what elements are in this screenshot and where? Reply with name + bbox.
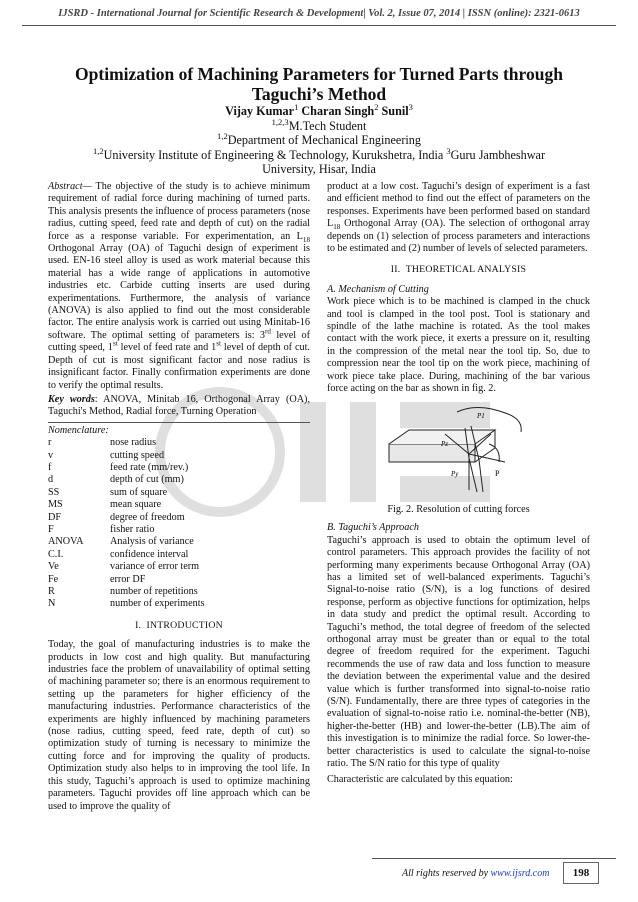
right-column	[327, 181, 590, 787]
intro-cont-text-2: Orthogonal Array (OA). The selection of orthogonal array depends on (1) selection of process parameters and interactions to be estimated and (2) number of levels of selected parameters.	[327, 218, 590, 255]
affil-3b-sup: 3	[446, 145, 451, 156]
nomenclature-row	[48, 549, 310, 561]
fig-label-p1: P1	[477, 411, 485, 420]
nomenclature-row	[48, 574, 310, 586]
abstract	[48, 181, 310, 392]
nomenclature-symbol: F	[48, 523, 54, 535]
nomenclature-definition: mean square	[110, 499, 162, 511]
nomenclature-symbol: Ve	[48, 561, 59, 573]
nomenclature-row	[48, 474, 310, 486]
intro-cont-sub: 18	[333, 223, 341, 232]
nomenclature-row	[48, 598, 310, 610]
nomenclature-row	[48, 462, 310, 474]
nomenclature-definition: number of experiments	[110, 598, 205, 610]
nomenclature-symbol: R	[48, 586, 55, 597]
keywords	[48, 394, 310, 419]
affil-2-text: Department of Mechanical Engineering	[227, 133, 421, 147]
fig-label-py: Py	[451, 469, 459, 478]
author-2-sup: 2	[374, 101, 379, 112]
page-number: 198	[563, 862, 599, 884]
nomenclature-definition: sum of square	[110, 486, 168, 498]
abstract-sup-2: st	[112, 339, 118, 348]
intro-cont-text-1: product at a low cost. Taguchi’s design of experiment is a fast and efficient method to find out the effect of parameters on the responses. Experiments have been performed based on standard L	[327, 181, 590, 230]
nomenclature-symbol: Fe	[48, 573, 59, 585]
abstract-sup-3: st	[216, 339, 221, 348]
abstract-text-3: level of cutting speed, 1	[48, 329, 310, 354]
keywords-label: Key words	[48, 393, 95, 405]
header-rule	[22, 25, 616, 26]
section-1-heading	[48, 620, 310, 632]
nomenclature-row	[48, 561, 310, 573]
nomenclature-label-text: Nomenclature	[48, 424, 106, 436]
nomenclature-definition: feed rate (mm/rev.)	[110, 461, 189, 473]
nomenclature-symbol: DF	[48, 511, 62, 523]
nomenclature-row	[48, 524, 310, 536]
author-1-sup: 1	[294, 101, 299, 112]
intro-text: Today, the goal of manufacturing industries is to make the products in low cost and high quality. But manufacturing industries face the problem of unavailability of optimal setting of machining parameter so; there is an enormous requirement to setting up the parameters for higher efficiency of the manufacturing industries. Performance characteristics of the experiments are highly influenced by machining parameters (nose radius, cutting speed, feed rate, depth of cut) so optimization study of turning is necessary to minimize the cutting force and for improving the quality of products. Optimization study also helps to in improving the tool life. In this study, Taguchi’s approach is used to optimize machining parameters. Taguchi provides off line approach which can be used to improve the quality of	[48, 639, 310, 812]
section-1-num: I.	[135, 619, 142, 631]
author-3: Sunil	[381, 104, 409, 118]
cutting-force-figure	[383, 404, 533, 500]
abstract-text-2: Orthogonal Array (OA) of Taguchi design of experiment is used. EN-16 steel alloy is used as work material because this material has a wide range of applications in automotive industries etc. Carbide cutting inserts are used during experimentations. Furthermore, the analysis of variance (ANOVA) is also applied to find out the most considerable factor. The entire analysis work is carried out using Minitab-16 software. The optimal setting of parameters is: 3	[48, 243, 310, 341]
footer-site-link[interactable]: www.ijsrd.com	[490, 868, 550, 879]
subsection-b-text: Taguchi’s approach is used to obtain the optimum level of control parameters. This approach provides the facility of not performing many experiments because Orthogonal Array (OA) has a limited set of well-balanced experiments. Taguchi’s Signal-to-noise ratio (S/N), is a log functions of desired response, perform as objective functions for optimization, helps in data study and predict the optimal result. According to Taguchi’s method, the total degree of freedom of the selected orthogonal array must be greater than or equal to the total degree of freedom required for the experiment. Taguchi recommends the use of raw data and loss function to measure the deviation between the experimental value and the desired value which is further transformed into signal-to-noise ratio (S/N). Fundamentally, there are three types of categories in the evaluation of signal-to-noise ratio i.e. nominal-the-better (NB), higher-the-better (HB) and lower-the-better (LB).The aim of this investigation is to minimize the radial force. So lower-the-better characteristics is used to calculate the signal-to-noise ratio. The S/N ratio for this type of quality	[327, 534, 590, 770]
nomenclature-definition: error DF	[110, 573, 146, 585]
author-block	[0, 101, 638, 177]
section-2-heading	[327, 264, 590, 276]
nomenclature-definition: variance of error term	[110, 561, 200, 573]
affil-1-text: M.Tech Student	[288, 118, 367, 133]
nomenclature-definition: nose radius	[110, 437, 157, 449]
nomenclature-row	[48, 499, 310, 511]
subsection-b-text-2: Characteristic are calculated by this equation:	[327, 774, 513, 786]
abstract-text-1: The objective of the study is to achieve minimum requirement of radial force during machining of turned parts. This analysis presents the influence of process parameters (nose radius, cutting speed, feed rate and depth of cut) on the radial force as a response variable. For experimentation, an L	[48, 181, 310, 242]
abstract-text-4: level of feed rate and 1	[117, 342, 217, 354]
affil-3-text: University Institute of Engineering & Technology, Kurukshetra, India	[103, 147, 447, 162]
nomenclature-symbol: d	[48, 474, 54, 486]
nomenclature-row	[48, 536, 310, 548]
affil-2-sup: 1,2	[217, 130, 228, 141]
intro-continued	[327, 181, 590, 255]
nomenclature-definition: Analysis of variance	[110, 536, 194, 548]
nomenclature-definition: cutting speed	[110, 449, 165, 461]
author-1: Vijay Kumar	[225, 104, 295, 118]
nomenclature-row	[48, 586, 310, 598]
author-2: Charan Singh	[301, 104, 375, 118]
author-3-sup: 3	[408, 101, 413, 112]
nomenclature-definition: degree of freedom	[110, 511, 185, 523]
affil-1-sup: 1,2,3	[271, 116, 289, 127]
abstract-sup-1: rd	[265, 327, 271, 336]
nomenclature-row	[48, 512, 310, 524]
nomenclature-symbol: SS	[48, 486, 60, 498]
nomenclature-row	[48, 437, 310, 449]
nomenclature-symbol: ANOVA	[48, 536, 84, 548]
footer-rule	[372, 858, 616, 859]
nomenclature-symbol: r	[48, 437, 52, 449]
nomenclature-row	[48, 487, 310, 499]
affil-3b-text: Guru Jambheshwar	[450, 147, 546, 162]
paper-title: Optimization of Machining Parameters for Turned Parts through Taguchi’s Method	[75, 64, 563, 104]
abstract-text-5: level of depth of cut. Depth of cut is most significant factor and nose radius is insignificant factor. Finally confirmation experiments are done to verify the optimal results.	[48, 342, 310, 391]
fig-label-p: P	[495, 468, 500, 478]
subsection-a-heading: A. Mechanism of Cutting	[327, 283, 429, 295]
nomenclature-definition: number of repetitions	[110, 586, 198, 597]
figure-caption: Fig. 2. Resolution of cutting forces	[387, 503, 530, 515]
nomenclature-label: Nomenclature:	[48, 424, 109, 436]
section-2-title: THEORETICAL ANALYSIS	[405, 264, 527, 276]
nomenclature-symbol: N	[48, 598, 56, 610]
nomenclature-symbol: v	[48, 449, 54, 461]
subsection-b-heading: B. Taguchi’s Approach	[327, 522, 419, 534]
running-header: IJSRD - International Journal for Scientific Research & Development| Vol. 2, Issue 07, 2014 | ISSN (online): 2321-0613	[58, 8, 580, 19]
author-line	[0, 101, 638, 119]
footer-rights	[402, 868, 549, 879]
nomenclature-symbol: MS	[48, 499, 63, 511]
nomenclature-symbol: C.I.	[48, 548, 64, 560]
section-1-title: INTRODUCTION	[146, 619, 223, 631]
affiliation-4: University, Hisar, India	[262, 162, 376, 176]
nomenclature-definition: fisher ratio	[110, 523, 155, 535]
nomenclature-definition: depth of cut (mm)	[110, 474, 184, 486]
affiliation-1	[0, 116, 638, 134]
section-2-num: II.	[390, 264, 401, 276]
subsection-a-text: Work piece which is to be machined is clamped in the chuck and tool is clamped in the tool post. Tool is stationary and spindle of the lathe machine is rotated. As the tool makes contact with the work piece, it exerts a pressure on it, resulting in the compression of the metal near the tool tip. So, due to compression near the tool tip on the work piece, machining of work piece take place. During, machining of the bar various force acting on the bar as shown in fig. 2.	[327, 296, 590, 395]
nomenclature-symbol: f	[48, 461, 52, 473]
left-column	[48, 181, 310, 813]
nomenclature-definition: confidence interval	[110, 548, 189, 560]
affil-3-sup: 1,2	[92, 145, 104, 156]
nomenclature-list	[48, 437, 310, 611]
keywords-rule	[48, 422, 310, 423]
abstract-sub: 18	[302, 235, 310, 244]
footer-rights-text: All rights reserved by	[402, 868, 491, 879]
keywords-text: : ANOVA, Minitab 16, Orthogonal Array (OA), Taguchi's Method, Radial force, Turning Operation	[48, 393, 310, 418]
abstract-label: Abstract—	[48, 181, 92, 192]
nomenclature-row	[48, 450, 310, 462]
fig-label-pz: Pz	[441, 439, 448, 448]
affiliation-3	[0, 145, 638, 163]
